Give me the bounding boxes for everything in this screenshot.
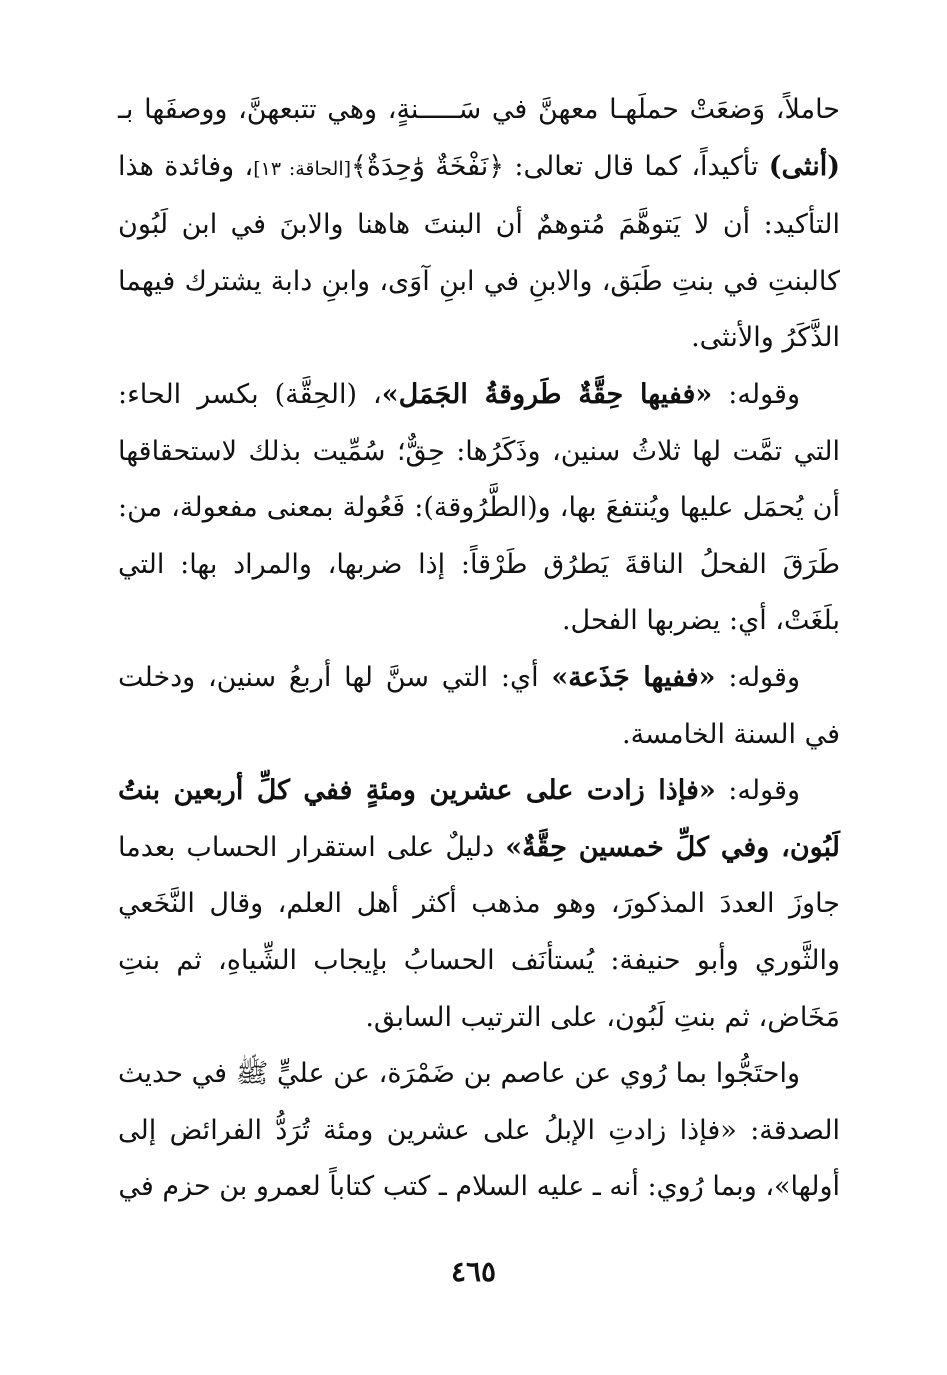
text-segment: وقوله: xyxy=(712,378,801,410)
text-segment: أي: التي سنَّ لها أربعُ سنين، ودخلت في السنة الخامسة. xyxy=(118,661,840,750)
bold-quote: «فإذا زادت على عشرين ومئةٍ ففي كلِّ أربعين بنتُ لَبُون، وفي كلِّ خمسين حِقَّةٌ» xyxy=(118,775,840,863)
paragraph-p1 xyxy=(118,82,840,367)
text-segment: ، وفائدة هذا التأكيد: أن لا يَتوهَّمَ مُتوهمٌ أن البنتَ هاهنا والابنَ في ابن لَبُون كالبنتِ في بنتِ طَبَق، والابنِ في ابنِ آوَى، وابنِ دابة يشترك فيهما الذَّكَرُ والأنثى. xyxy=(118,150,840,354)
text-segment: ، (الحِقَّة) بكسر الحاء: التي تمَّت لها ثلاثُ سنين، وذَكَرُها: حِقٌّ؛ سُمِّيت بذلك لاستحقاقها أن يُحمَل عليها ويُنتفعَ بها، و(الطَّرُوقة): فَعُولة بمعنى مفعولة، من: طَرَقَ الفحلُ الناقةَ يَطرُق طَرْقاً: إذا ضربها، والمراد بها: التي بلَغَتْ، أي: يضربها الفحل. xyxy=(118,378,840,637)
text-segment: واحتَجُّوا بما رُوي عن عاصم بن ضَمْرَة، عن عليٍّ ﷺ في حديث الصدقة: «فإذا زادتِ الإبلُ على عشرين ومئة تُرَدُّ الفرائض إلى أولها»، وبما رُوي: أنه ـ عليه السلام ـ كتب كتاباً لعمرو بن حزم في xyxy=(118,1058,840,1203)
text-segment: حاملاً، وَضعَتْ حملَهـا معهنَّ في سَـــــنةٍ، وهي تتبعهنَّ، ووصفَها بـ xyxy=(118,94,841,125)
bold-quote: «ففيها جَذَعة» xyxy=(551,661,716,693)
page-number: ٤٦٥ xyxy=(450,1255,497,1288)
paragraph-p5 xyxy=(118,1046,840,1216)
page-body xyxy=(118,82,840,1216)
citation-reference: [الحاقة: ١٣] xyxy=(253,157,352,180)
text-segment: وقوله: xyxy=(715,775,800,807)
text-segment: وقوله: xyxy=(715,661,801,693)
paragraph-p3 xyxy=(118,650,840,763)
text-segment: دليلٌ على استقرار الحساب بعدما جاوزَ العددَ المذكورَ، وهو مذهب أكثر أهل العلم، وقال النَّخَعي والثَّوري وأبو حنيفة: يُستأنَف الحسابُ بإيجاب الشِّياهِ، ثم بنتِ مَخَاض، ثم بنتِ لَبُون، على الترتيب السابق. xyxy=(118,831,840,1033)
paragraph-p2 xyxy=(118,367,840,650)
text-segment: تأكيداً، كما قال تعالى: ﴿نَفْخَةٌ وَٰحِدَةٌ﴾ xyxy=(351,150,769,182)
bold-quote: «ففيها حِقَّةٌ طَروقةُ الجَمَل» xyxy=(381,378,713,410)
paragraph-p4 xyxy=(118,763,840,1046)
bold-quote: (أنثى) xyxy=(768,150,840,182)
